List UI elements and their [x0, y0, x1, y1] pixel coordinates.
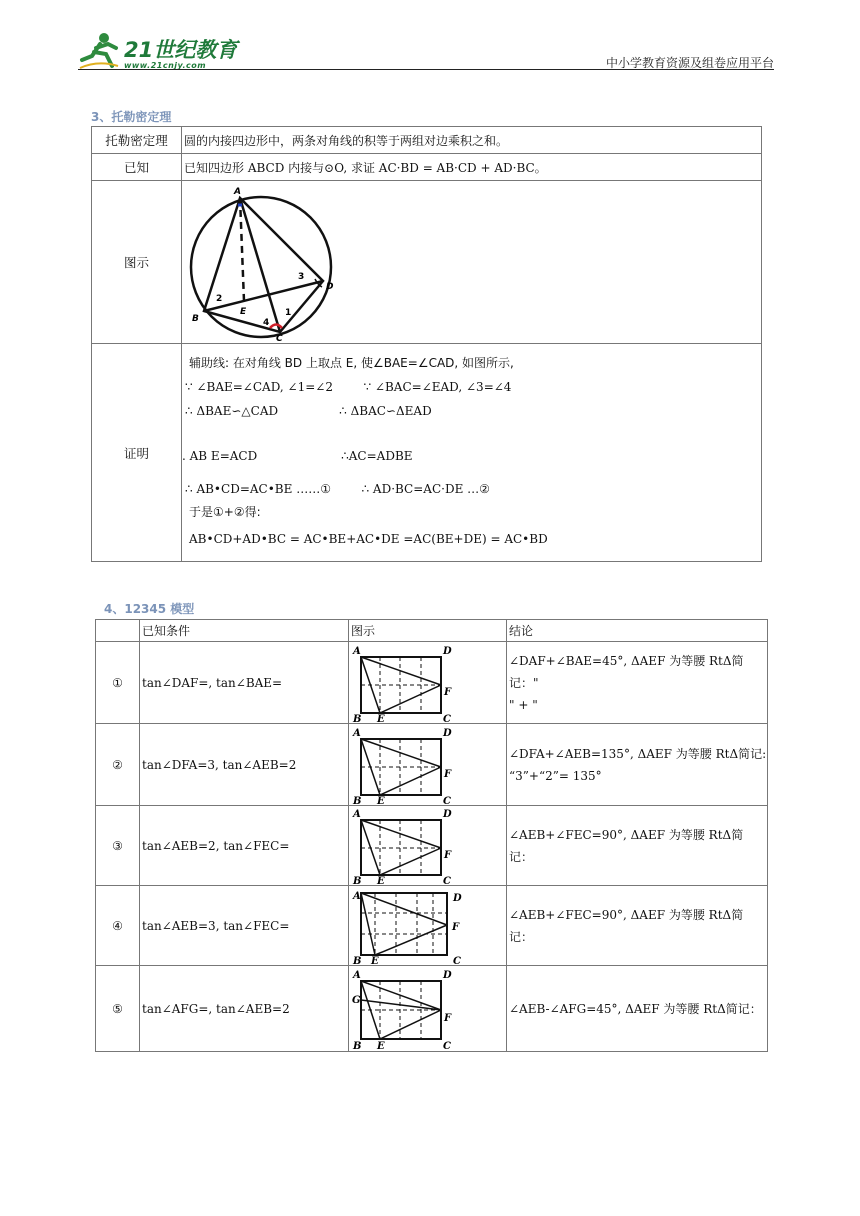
fig-label-D: D: [443, 727, 452, 739]
page-header: [78, 28, 774, 72]
row-conclusion: [507, 886, 768, 966]
model-figure-3: [349, 807, 504, 885]
conclusion-line: ∠DFA+∠AEB=135°, ΔAEF 为等腰 RtΔ简记:: [509, 746, 767, 761]
fig-label-B: B: [353, 875, 362, 885]
fig-label-C: C: [443, 795, 451, 805]
row-condition: tan∠AFG=, tan∠AEB=2: [140, 966, 349, 1052]
fig-label-G: G: [352, 994, 361, 1006]
header-blank: [96, 620, 140, 642]
proof-line: 于是①+②得:: [189, 505, 261, 519]
table-row: [96, 966, 768, 1052]
row-number: ③: [96, 806, 140, 886]
section-3-title: 3、托勒密定理: [91, 110, 172, 124]
fig-label-C: C: [453, 955, 461, 965]
figure-cell: [182, 181, 762, 344]
proof-line: . AB E=ACD ∴AC=ADBE: [182, 449, 413, 463]
fig-label-C: C: [443, 875, 451, 885]
label-D: D: [326, 282, 334, 292]
label-4: 4: [263, 318, 270, 328]
logo-url[interactable]: www.21cnjy.com: [124, 61, 207, 70]
fig-label-B: B: [353, 795, 362, 805]
platform-name: 中小学教育资源及组卷应用平台: [605, 56, 774, 70]
fig-label-E: E: [377, 1040, 385, 1051]
fig-label-E: E: [371, 955, 379, 965]
fig-label-C: C: [443, 713, 451, 723]
theorem-label: 托勒密定理: [92, 127, 182, 154]
row-condition: tan∠AEB=3, tan∠FEC=: [140, 886, 349, 966]
figure-label: 图示: [92, 181, 182, 344]
fig-label-E: E: [377, 713, 385, 723]
table-row: [92, 181, 762, 344]
fig-label-A: A: [353, 727, 361, 739]
fig-label-F: F: [444, 1012, 452, 1024]
header-divider: [78, 69, 774, 70]
header-condition: 已知条件: [140, 620, 349, 642]
label-E: E: [240, 307, 247, 317]
model-12345-table: [95, 619, 768, 1052]
label-1: 1: [285, 308, 292, 318]
fig-label-A: A: [353, 645, 361, 657]
proof-label: 证明: [92, 344, 182, 562]
model-figure-1: [349, 643, 504, 723]
label-A: A: [234, 187, 241, 197]
ptolemy-figure: [184, 183, 339, 341]
conclusion-line: ∠AEB+∠FEC=90°, ΔAEF 为等腰 RtΔ简记：: [509, 907, 744, 944]
table-row: [96, 642, 768, 724]
row-figure: [349, 724, 507, 806]
fig-label-F: F: [444, 849, 452, 861]
fig-label-E: E: [377, 795, 385, 805]
proof-line: ∴ AB•CD=AC•BE ……① ∴ AD·BC=AC·DE …②: [185, 482, 490, 496]
row-conclusion: [507, 806, 768, 886]
theorem-text: 圆的内接四边形中，两条对角线的积等于两组对边乘积之和。: [182, 127, 762, 154]
row-number: ②: [96, 724, 140, 806]
row-conclusion: [507, 724, 768, 806]
table-header-row: [96, 620, 768, 642]
proof-line: ∴ ΔBAE∽△CAD ∴ ΔBAC∽ΔEAD: [185, 404, 432, 418]
row-figure: [349, 966, 507, 1052]
fig-label-B: B: [353, 955, 362, 965]
conclusion-line: “3”+“2”= 135°: [509, 768, 602, 783]
ptolemy-table: [91, 126, 762, 562]
fig-label-A: A: [353, 969, 361, 981]
conclusion-line: ∠AEB-∠AFG=45°, ΔAEF 为等腰 RtΔ简记：: [509, 1001, 762, 1016]
label-B: B: [192, 314, 199, 324]
model-figure-4: [349, 887, 504, 965]
section-4-title: 4、12345 模型: [104, 602, 195, 616]
fig-label-B: B: [353, 713, 362, 723]
row-condition: tan∠DAF=, tan∠BAE=: [140, 642, 349, 724]
row-figure: [349, 806, 507, 886]
row-conclusion: [507, 642, 768, 724]
label-3: 3: [298, 272, 305, 282]
model-figure-5: [349, 967, 504, 1051]
logo-text: 21世纪教育: [124, 37, 238, 62]
header-conclusion: 结论: [507, 620, 768, 642]
row-number: ⑤: [96, 966, 140, 1052]
table-row: [96, 886, 768, 966]
conclusion-line: ∠AEB+∠FEC=90°, ΔAEF 为等腰 RtΔ简记：: [509, 827, 744, 864]
fig-label-B: B: [353, 1040, 362, 1051]
table-row: [96, 806, 768, 886]
row-figure: [349, 642, 507, 724]
fig-label-A: A: [353, 890, 361, 902]
given-label: 已知: [92, 154, 182, 181]
runner-logo-icon: [78, 30, 120, 70]
table-row: [92, 127, 762, 154]
row-figure: [349, 886, 507, 966]
fig-label-F: F: [444, 768, 452, 780]
fig-label-F: F: [444, 686, 452, 698]
proof-line: AB•CD+AD•BC = AC•BE+AC•DE =AC(BE+DE) = AC•BD: [189, 532, 548, 546]
fig-label-F: F: [452, 921, 460, 933]
fig-label-D: D: [453, 892, 462, 904]
given-text: 已知四边形 ABCD 内接与⊙O, 求证 AC·BD = AB·CD + AD·BC。: [182, 154, 762, 181]
row-condition: tan∠DFA=3, tan∠AEB=2: [140, 724, 349, 806]
fig-label-D: D: [443, 645, 452, 657]
conclusion-line: ∠DAF+∠BAE=45°, ΔAEF 为等腰 RtΔ简记：": [509, 653, 744, 690]
row-conclusion: [507, 966, 768, 1052]
row-number: ①: [96, 642, 140, 724]
row-number: ④: [96, 886, 140, 966]
fig-label-D: D: [443, 808, 452, 820]
conclusion-line: " + ": [509, 697, 538, 712]
model-figure-2: [349, 725, 504, 805]
label-C: C: [276, 334, 283, 341]
fig-label-D: D: [443, 969, 452, 981]
fig-label-C: C: [443, 1040, 451, 1051]
fig-label-E: E: [377, 875, 385, 885]
proof-line: ∵ ∠BAE=∠CAD, ∠1=∠2 ∵ ∠BAC=∠EAD, ∠3=∠4: [185, 380, 512, 394]
table-row: [96, 724, 768, 806]
proof-line: 辅助线: 在对角线 BD 上取点 E, 使∠BAE=∠CAD, 如图所示,: [189, 356, 514, 370]
label-2: 2: [216, 294, 223, 304]
row-condition: tan∠AEB=2, tan∠FEC=: [140, 806, 349, 886]
table-row: [92, 154, 762, 181]
fig-label-A: A: [353, 808, 361, 820]
header-figure: 图示: [349, 620, 507, 642]
